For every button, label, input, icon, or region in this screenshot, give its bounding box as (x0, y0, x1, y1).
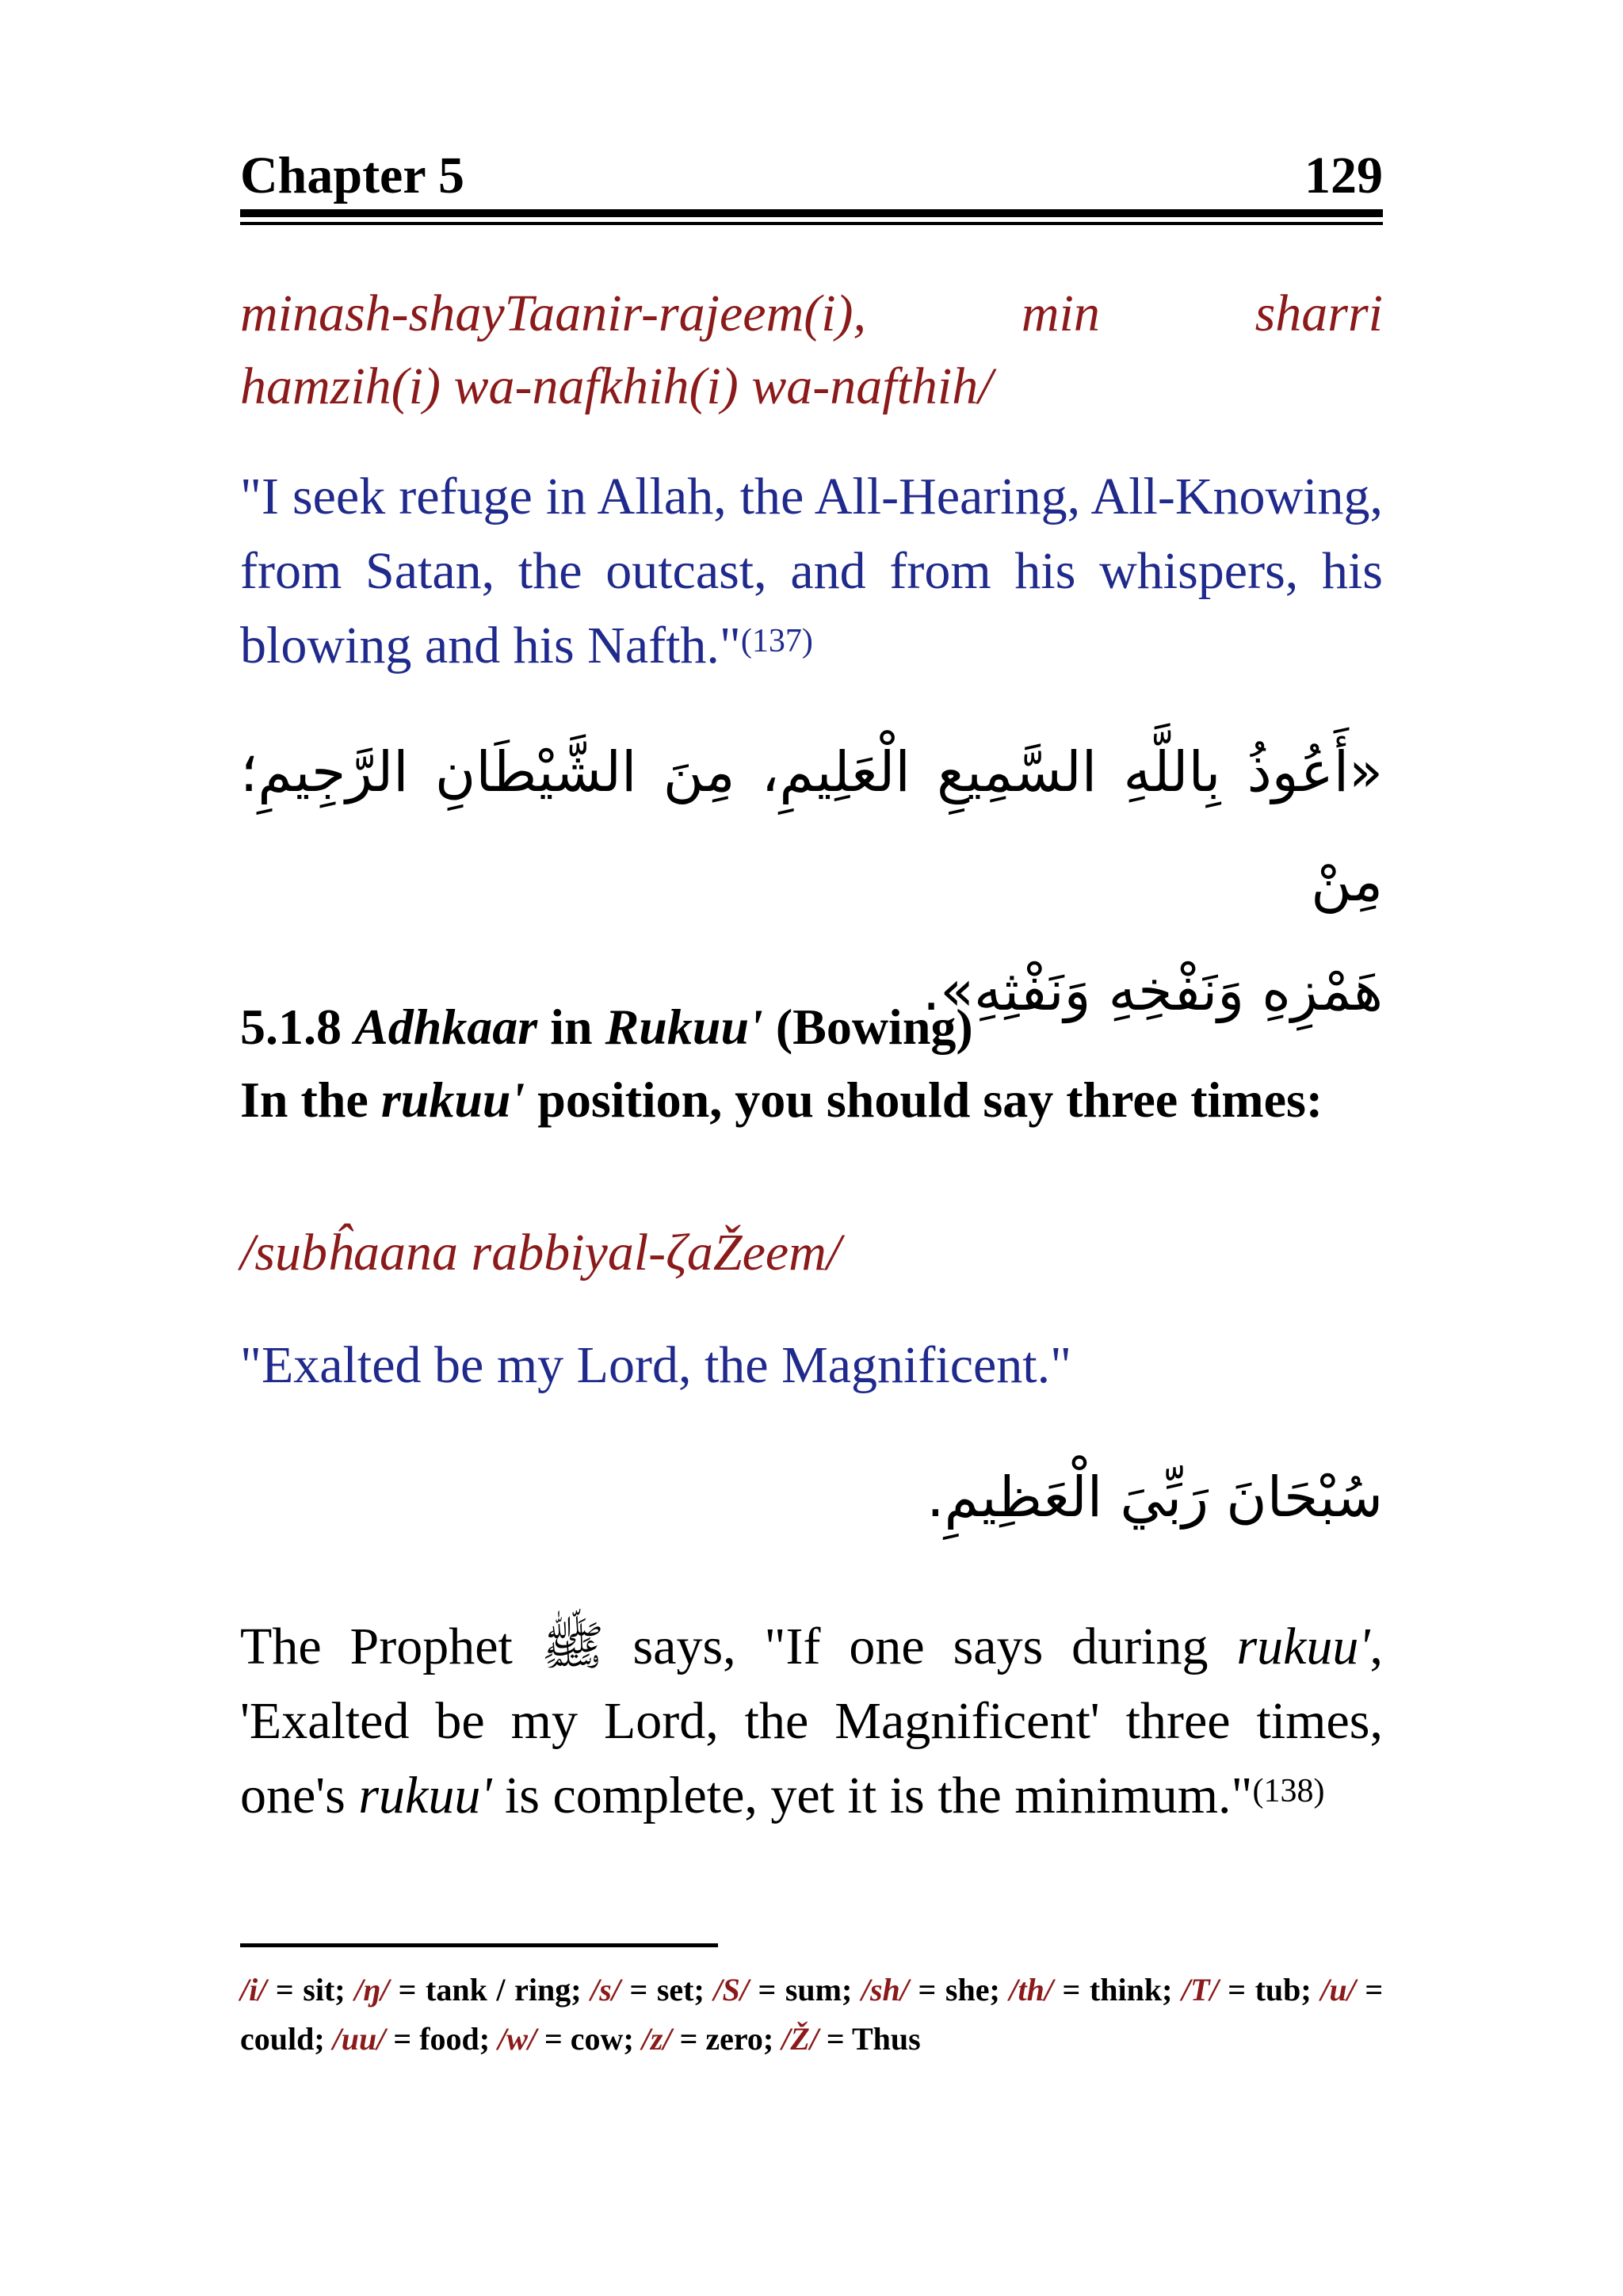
para-part-f: is complete, yet it is the minimum." (504, 1767, 1253, 1824)
footnote-ref-138: (138) (1252, 1773, 1325, 1809)
instruction-part-a: In the (240, 1072, 369, 1128)
footnote-entry: /w/ = cow; (498, 2021, 634, 2057)
salawat-icon: ﷺ (540, 1615, 605, 1676)
section-instruction (240, 1064, 1383, 1137)
arabic-line-1: «أَعُوذُ بِاللَّهِ السَّمِيعِ الْعَلِيمِ، مِنَ الشَّيْطَانِ الرَّجِيمِ؛ مِنْ (240, 739, 1383, 914)
translation-1-body: "I seek refuge in Allah, the All-Hearing, All-Knowing, from Satan, the outcast, and from his whispers, his blowing and his Nafth." (240, 468, 1383, 674)
para-part-b: says, "If one says during (632, 1618, 1209, 1675)
footnote-entry: /S/ = sum; (713, 1972, 853, 2008)
section-title-rukuu: Rukuu' (605, 999, 763, 1055)
section-title-in: in (550, 999, 593, 1055)
prophet-paragraph-text (240, 1609, 1383, 1833)
section-heading (240, 991, 1383, 1064)
section-title-paren: (Bowing) (775, 999, 973, 1055)
header-rule-thin (240, 222, 1383, 225)
para-italic-rukuu-1: rukuu' (1236, 1618, 1370, 1675)
footnote-entry: /th/ = think; (1009, 1972, 1173, 2008)
translation-block-2 (240, 1328, 1383, 1403)
para-italic-rukuu-2: rukuu' (358, 1767, 492, 1824)
transliteration-line-1: minash-shayTaanir-rajeem(i), min sharri (240, 285, 1383, 342)
footnote-entry: /ŋ/ = tank / ring; (354, 1972, 582, 2008)
arabic-block-2 (240, 1442, 1383, 1552)
para-part-d: , 'Exalted be my Lord, the Magnificent' three times, one's (240, 1618, 1384, 1824)
section-title-adhkaar: Adhkaar (354, 999, 538, 1055)
prophet-paragraph (240, 1609, 1383, 1833)
instruction-italic: rukuu' (380, 1072, 525, 1128)
footnote-entry: /Ž/ = Thus (781, 2021, 921, 2057)
footnote-entry: /T/ = tub; (1181, 1972, 1312, 2008)
footnote-rule (240, 1943, 718, 1947)
transliteration-line-2: hamzih(i) wa-nafkhih(i) wa-nafthih/ (240, 357, 993, 415)
transliteration-block-2 (240, 1217, 1383, 1289)
chapter-title: Chapter 5 (240, 147, 464, 204)
para-part-a: The Prophet (240, 1618, 513, 1675)
page-number: 129 (1304, 147, 1383, 204)
translation-exalted: "Exalted be my Lord, the Magnificent." (240, 1336, 1072, 1394)
footnote-key (240, 1966, 1383, 2064)
section-heading-block (240, 991, 1383, 1137)
arabic-subhaana: سُبْحَانَ رَبِّيَ الْعَظِيمِ. (926, 1465, 1383, 1530)
footnote-entry: /uu/ = food; (332, 2021, 491, 2057)
section-number: 5.1.8 (240, 999, 342, 1055)
header-rule-thick (240, 209, 1383, 217)
instruction-part-b: position, you should say three times: (537, 1072, 1323, 1128)
translation-block-1 (240, 460, 1383, 683)
transliteration-subhaana: /subĥaana rabbiyal-ζaŽeem/ (240, 1224, 842, 1282)
footnote-entry: /s/ = set; (590, 1972, 705, 2008)
footnote-ref-137: (137) (740, 623, 813, 659)
translation-text-1 (240, 460, 1383, 683)
footnote-entry: /u/ = could; (240, 1972, 1384, 2057)
page-header (240, 141, 1383, 212)
transliteration-block-1 (240, 277, 1383, 423)
footnote-entry: /i/ = sit; (240, 1972, 346, 2008)
arabic-line-2: هَمْزِهِ وَنَفْخِهِ وَنَفْثِهِ». (922, 958, 1383, 1023)
footnote-entry: /sh/ = she; (861, 1972, 1000, 2008)
footnote-entry: /z/ = zero; (641, 2021, 774, 2057)
